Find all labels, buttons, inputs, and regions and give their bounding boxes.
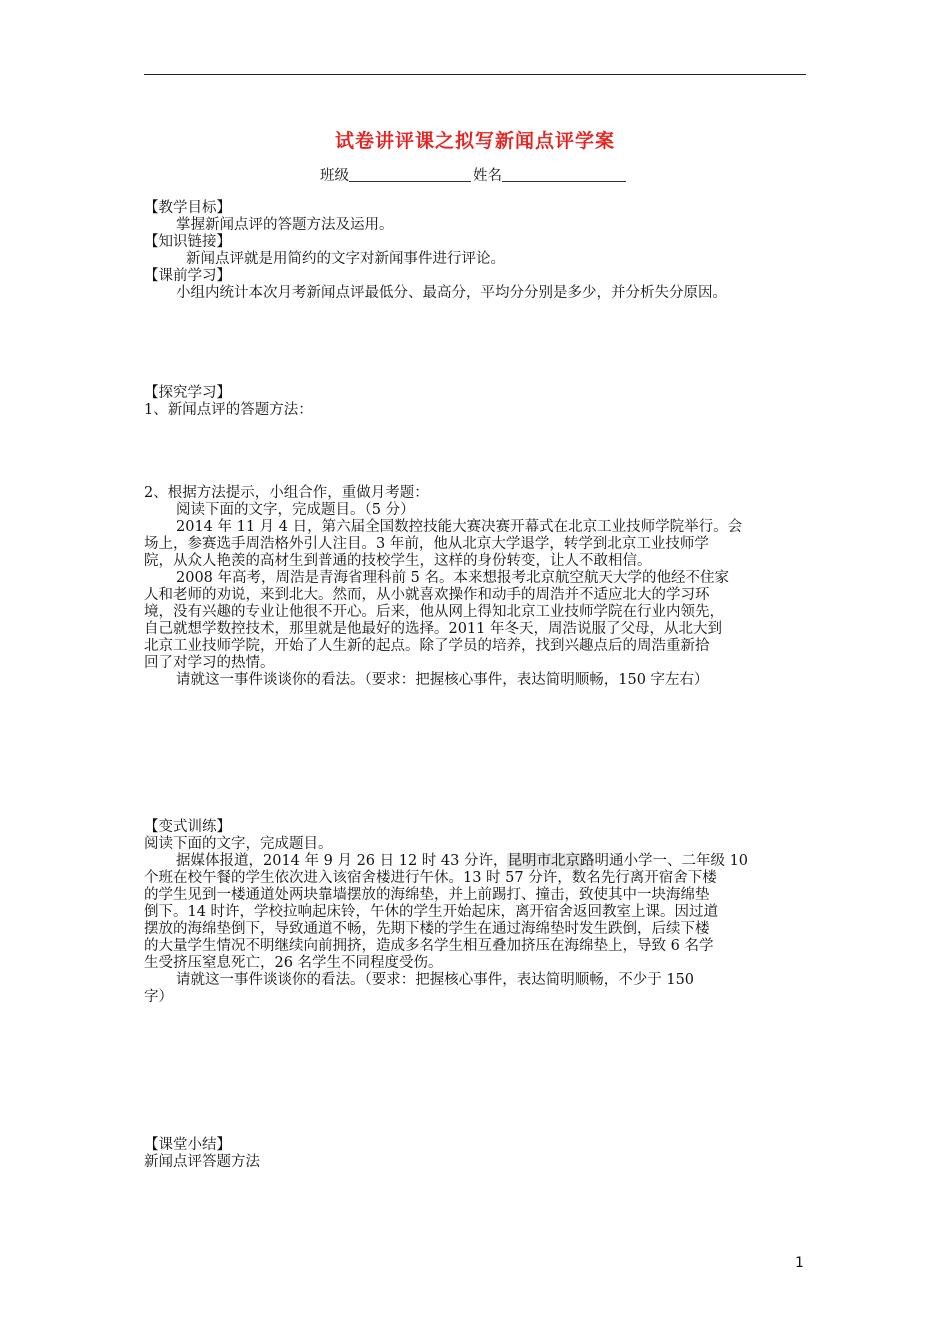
page-number: 1: [795, 1255, 804, 1271]
class-blank[interactable]: [349, 167, 471, 182]
explore-item-2: 2、根据方法提示，小组合作，重做月考题：: [144, 485, 429, 501]
knowledge-text: 新闻点评就是用简约的文字对新闻事件进行评论。: [186, 251, 505, 267]
exam-para2-line: 回了对学习的热情。: [144, 655, 275, 671]
goal-text: 掌握新闻点评的答题方法及运用。: [176, 217, 394, 233]
exam-question: 请就这一事件谈谈你的看法。（要求：把握核心事件，表达简明顺畅，150 字左右）: [176, 672, 709, 688]
exam-instruction: 阅读下面的文字，完成题目。（5 分）: [176, 502, 415, 518]
goal-heading: 【教学目标】: [144, 200, 231, 216]
exam-para1-line: 院，从众人艳羡的高材生到普通的技校学生，这样的身份转变，让人不敢相信。: [144, 553, 652, 569]
class-label: 班级: [320, 168, 349, 184]
explore-heading: 【探究学习】: [144, 385, 231, 401]
variant-para-line: 倒下。14 时许，学校拉响起床铃，午休的学生开始起床，离开宿舍返回教室上课。因过道: [144, 904, 719, 920]
class-name-line: [320, 164, 626, 185]
exam-para2-line: 境，没有兴趣的专业让他很不开心。后来，他从网上得知北京工业技师学院在行业内领先，: [144, 604, 724, 620]
knowledge-heading: 【知识链接】: [144, 234, 231, 250]
preclass-text: 小组内统计本次月考新闻点评最低分、最高分，平均分分别是多少，并分析失分原因。: [176, 285, 727, 301]
summary-heading: 【课堂小结】: [144, 1137, 231, 1153]
preclass-heading: 【课前学习】: [144, 268, 231, 284]
exam-para2-line: 人和老师的劝说，来到北大。然而，从小就喜欢操作和动手的周浩并不适应北大的学习环: [144, 587, 710, 603]
highlighted-text: 昆明市北京路: [507, 853, 595, 869]
exam-para2-line: 2008 年高考，周浩是青海省理科前 5 名。本来想报考北京航空航天大学的他经不住家: [176, 570, 729, 586]
variant-para-line: [176, 853, 748, 870]
variant-para-line: 的学生见到一楼通道处两块靠墙摆放的海绵垫，并上前踢打、撞击，致使其中一块海绵垫: [144, 887, 710, 903]
variant-question-cont: 字）: [144, 989, 173, 1005]
variant-text: 明通小学一、二年级 10: [594, 853, 749, 869]
variant-text: 据媒体报道，2014 年 9 月 26 日 12 时 43 分许，: [176, 853, 508, 869]
variant-heading: 【变式训练】: [144, 819, 231, 835]
exam-para1-line: 场上，参赛选手周浩格外引人注目。3 年前，他从北京大学退学，转学到北京工业技师学: [144, 536, 709, 552]
variant-para-line: 个班在校午餐的学生依次进入该宿舍楼进行午休。13 时 57 分许，数名先行离开宿舍下楼: [144, 870, 717, 886]
exam-para2-line: 北京工业技师学院，开始了人生新的起点。除了学员的培养，找到兴趣点后的周浩重新拾: [144, 638, 710, 654]
header-rule: [144, 74, 806, 75]
exam-para1-line: 2014 年 11 月 4 日，第六届全国数控技能大赛决赛开幕式在北京工业技师学院举行。会: [176, 519, 743, 535]
variant-para-line: 的大量学生情况不明继续向前拥挤，造成多名学生相互叠加挤压在海绵垫上，导致 6 名学: [144, 938, 714, 954]
summary-text: 新闻点评答题方法: [144, 1154, 260, 1170]
explore-item-1: 1、新闻点评的答题方法：: [144, 402, 313, 418]
variant-para-line: 生受挤压窒息死亡，26 名学生不同程度受伤。: [144, 955, 443, 971]
name-label: 姓名: [473, 168, 502, 184]
variant-para-line: 摆放的海绵垫倒下，导致通道不畅，先期下楼的学生在通过海绵垫时发生跌倒，后续下楼: [144, 921, 710, 937]
variant-instruction: 阅读下面的文字，完成题目。: [144, 836, 333, 852]
exam-para2-line: 自己就想学数控技术，那里就是他最好的选择。2011 年冬天，周浩说服了父母，从北大到: [144, 621, 723, 637]
name-blank[interactable]: [502, 167, 626, 182]
variant-question: 请就这一事件谈谈你的看法。（要求：把握核心事件，表达简明顺畅，不少于 150: [176, 972, 695, 988]
document-title: 试卷讲评课之拟写新闻点评学案: [334, 130, 615, 152]
